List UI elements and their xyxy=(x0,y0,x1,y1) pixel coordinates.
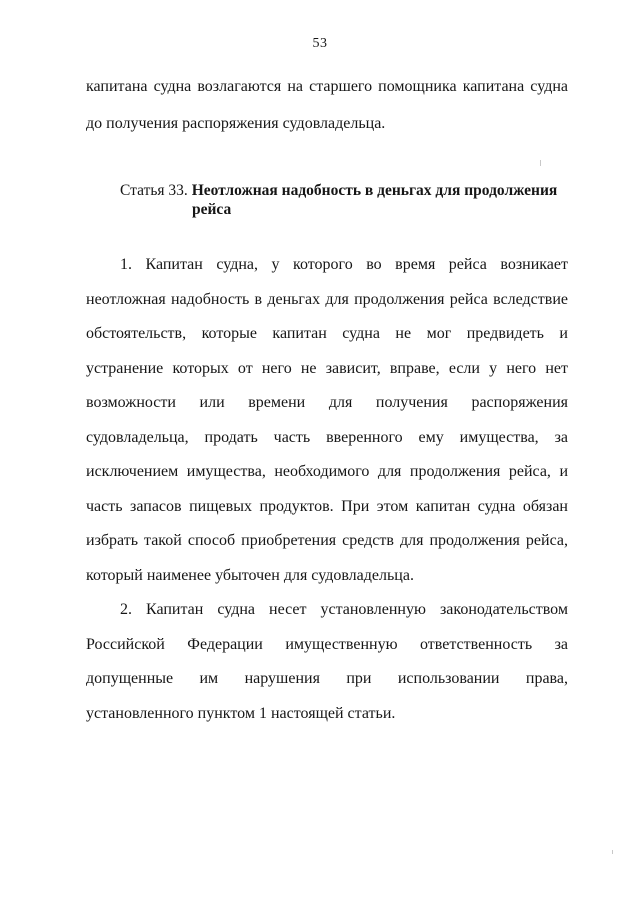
paragraph1-line-9: избрать такой способ приобретения средств для продолжения рейса, xyxy=(86,532,568,549)
paragraph2-line-3: допущенные им нарушения при использовании права, xyxy=(86,670,568,687)
paragraph1-line-8: часть запасов пищевых продуктов. При этом капитан судна обязан xyxy=(86,498,568,515)
paragraph1-line-6: судовладельца, продать часть вверенного ему имущества, за xyxy=(86,429,568,446)
paragraph1-line-7: исключением имущества, необходимого для продолжения рейса, и xyxy=(86,463,568,480)
paragraph2-line-4: установленного пунктом 1 настоящей статьи. xyxy=(86,705,396,722)
page-number: 53 xyxy=(312,36,328,51)
article-title-line-2: рейса xyxy=(192,201,232,218)
paragraph1-line-1: 1. Капитан судна, у которого во время рейса возникает xyxy=(120,256,568,273)
scan-artifact xyxy=(612,850,613,854)
article-number: Статья 33. xyxy=(120,182,188,199)
article-title-line-1: Неотложная надобность в деньгах для продолжения xyxy=(191,182,558,199)
intro-line-1: капитана судна возлагаются на старшего помощника капитана судна xyxy=(86,78,568,95)
paragraph1-line-4: устранение которых от него не зависит, вправе, если у него нет xyxy=(86,360,568,377)
paragraph1-line-2: неотложная надобность в деньгах для продолжения рейса вследствие xyxy=(86,291,568,308)
paragraph1-line-5: возможности или времени для получения распоряжения xyxy=(86,394,568,411)
scan-artifact xyxy=(540,160,541,166)
paragraph1-line-3: обстоятельств, которые капитан судна не мог предвидеть и xyxy=(86,325,568,342)
paragraph2-line-2: Российской Федерации имущественную ответственность за xyxy=(86,636,568,653)
article-heading xyxy=(120,181,557,201)
intro-line-2: до получения распоряжения судовладельца. xyxy=(86,115,386,132)
paragraph2-line-1: 2. Капитан судна несет установленную законодательством xyxy=(120,601,568,618)
paragraph1-line-10: который наименее убыточен для судовладельца. xyxy=(86,567,414,584)
article-title-line-2-wrap xyxy=(192,200,231,220)
